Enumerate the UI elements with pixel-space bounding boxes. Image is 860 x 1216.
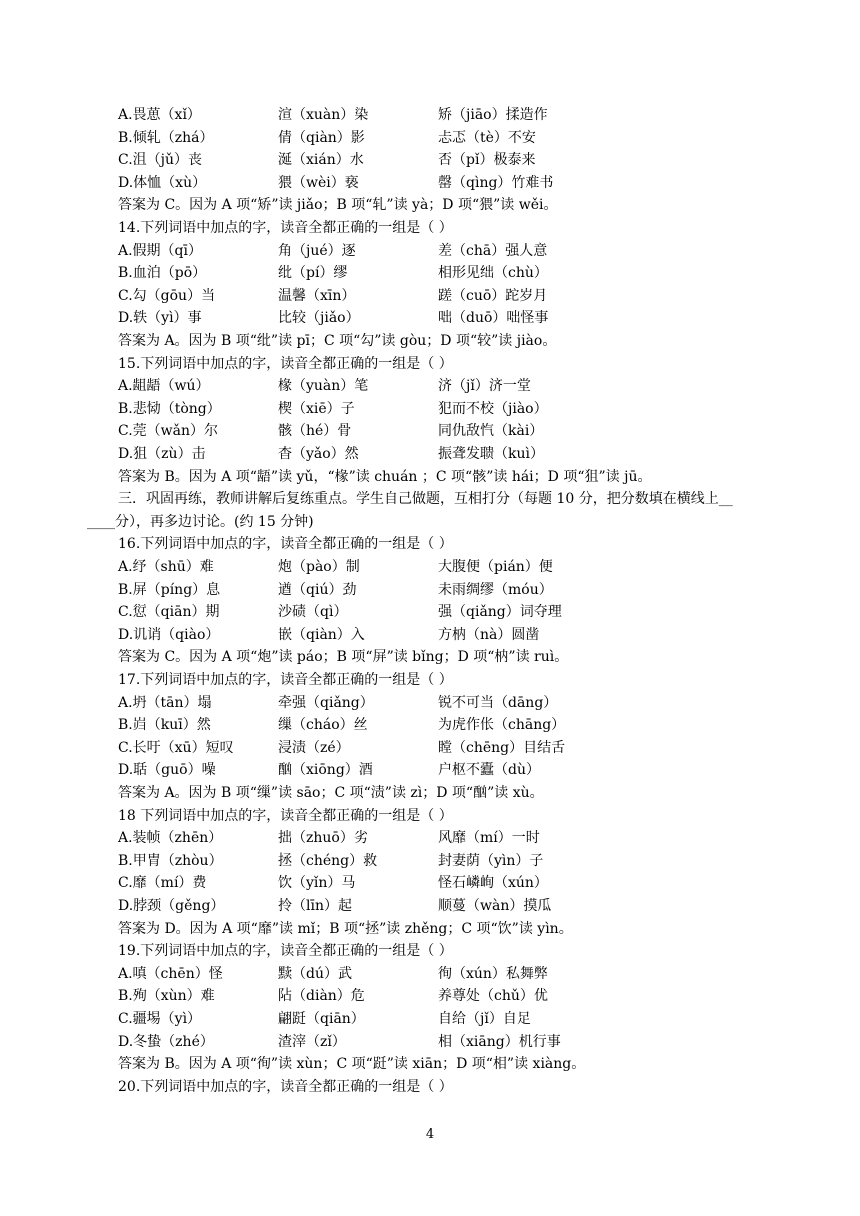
option-cell: 阽（diàn）危	[278, 988, 365, 1004]
option-cell: 为虎作伥（chāng）	[438, 717, 566, 733]
option-cell: A.龃龉（wú）	[118, 378, 210, 394]
question-line: 14.下列词语中加点的字，读音全都正确的一组是（ ）	[118, 220, 453, 236]
option-cell: D.狙（zù）击	[118, 446, 206, 462]
option-row	[118, 127, 838, 149]
option-row	[118, 1031, 838, 1053]
option-cell: A.坍（tān）塌	[118, 695, 212, 711]
option-cell: D.轶（yì）事	[118, 310, 202, 326]
question-line: ____分），再多边讨论。(约 15 分钟)	[87, 514, 314, 530]
option-cell: 忐忑（tè）不安	[438, 130, 536, 146]
option-row	[118, 624, 838, 646]
option-row	[118, 579, 838, 601]
option-cell: 拯（chéng）救	[278, 853, 378, 869]
option-cell: 未雨绸缪（móu）	[438, 582, 553, 598]
option-cell: A.畏葸（xǐ）	[118, 107, 201, 123]
option-cell: 犯而不校（jiào）	[438, 401, 548, 417]
option-cell: D.体恤（xù）	[118, 175, 207, 191]
option-cell: 锐不可当（dāng）	[438, 695, 558, 711]
option-cell: 否（pǐ）极泰来	[438, 152, 536, 168]
option-cell: 浸渍（zé）	[278, 740, 350, 756]
answer-line: 答案为 B。因为 A 项“徇”读 xùn；C 项“跹”读 xiān；D 项“相”读 xiàng。	[118, 1056, 586, 1072]
option-cell: C.勾（gōu）当	[118, 288, 216, 304]
option-cell: 差（chā）强人意	[438, 243, 548, 259]
option-cell: 瞠（chēng）目结舌	[438, 740, 566, 756]
option-cell: 杳（yǎo）然	[278, 446, 359, 462]
option-cell: 倩（qiàn）影	[278, 130, 365, 146]
option-cell: C.靡（mí）费	[118, 875, 207, 891]
question-line: 18 下列词语中加点的字，读音全都正确的一组是（ ）	[118, 808, 453, 824]
option-cell: 缫（cháo）丝	[278, 717, 368, 733]
option-cell: 罄（qìng）竹难书	[438, 175, 554, 191]
option-row	[118, 1008, 838, 1030]
option-cell: 遒（qiú）劲	[278, 582, 357, 598]
option-row	[118, 285, 838, 307]
option-cell: 猥（wèi）亵	[278, 175, 359, 191]
question-line: 16.下列词语中加点的字，读音全都正确的一组是（ ）	[118, 536, 453, 552]
option-row	[118, 240, 838, 262]
option-cell: 顺蔓（wàn）摸瓜	[438, 898, 552, 914]
option-cell: 自给（jǐ）自足	[438, 1011, 531, 1027]
option-cell: 户枢不蠹（dù）	[438, 762, 540, 778]
option-cell: 风靡（mí）一时	[438, 830, 540, 846]
option-cell: B.血泊（pō）	[118, 265, 207, 281]
option-cell: C.长吁（xū）短叹	[118, 740, 234, 756]
option-cell: 嵌（qiàn）入	[278, 627, 365, 643]
question-line: 19.下列词语中加点的字，读音全都正确的一组是（ ）	[118, 943, 453, 959]
option-cell: 比较（jiǎo）	[278, 310, 360, 326]
option-row	[118, 149, 838, 171]
answer-line: 答案为 D。因为 A 项“靡”读 mǐ；B 项“拯”读 zhěng；C 项“饮”读 yìn。	[118, 921, 573, 937]
answer-line: 答案为 B。因为 A 项“龉”读 yǔ，“椽”读 chuán ；C 项“骸”读 hái；D 项“狙”读 jū。	[118, 469, 652, 485]
option-row	[118, 398, 838, 420]
answer-line: 答案为 A。因为 B 项“缫”读 sāo；C 项“渍”读 zì；D 项“酗”读 xù。	[118, 785, 544, 801]
option-cell: 涎（xián）水	[278, 152, 364, 168]
option-cell: 咄（duō）咄怪事	[438, 310, 549, 326]
option-cell: 同仇敌忾（kài）	[438, 423, 544, 439]
option-cell: 牵强（qiǎng）	[278, 695, 374, 711]
option-cell: 矫（jiāo）揉造作	[438, 107, 548, 123]
option-cell: D.聒（guō）噪	[118, 762, 216, 778]
option-cell: 养尊处（chǔ）优	[438, 988, 548, 1004]
option-row	[118, 850, 838, 872]
option-cell: A.装帧（zhēn）	[118, 830, 223, 846]
option-cell: 方枘（nà）圆凿	[438, 627, 540, 643]
option-cell: 拎（līn）起	[278, 898, 352, 914]
option-cell: C.沮（jǔ）丧	[118, 152, 203, 168]
option-cell: 酗（xiōng）酒	[278, 762, 373, 778]
question-line: 15.下列词语中加点的字，读音全都正确的一组是（ ）	[118, 356, 453, 372]
option-cell: B.悲恸（tòng）	[118, 401, 221, 417]
option-cell: D.脖颈（gěng）	[118, 898, 225, 914]
option-cell: B.倾轧（zhá）	[118, 130, 214, 146]
option-cell: 封妻荫（yìn）子	[438, 853, 544, 869]
option-cell: A.嗔（chēn）怪	[118, 966, 223, 982]
option-row	[118, 963, 838, 985]
option-cell: 骸（hé）骨	[278, 423, 352, 439]
option-row	[118, 172, 838, 194]
option-cell: D.冬蛰（zhé）	[118, 1034, 214, 1050]
option-cell: 大腹便（pián）便	[438, 559, 553, 575]
option-cell: C.愆（qiān）期	[118, 604, 220, 620]
option-row	[118, 307, 838, 329]
option-cell: B.屏（píng）息	[118, 582, 221, 598]
option-row	[118, 262, 838, 284]
option-row	[118, 737, 838, 759]
option-cell: C.疆埸（yì）	[118, 1011, 202, 1027]
option-cell: B.殉（xùn）难	[118, 988, 215, 1004]
option-cell: 相（xiāng）机行事	[438, 1034, 561, 1050]
option-cell: B.岿（kuī）然	[118, 717, 211, 733]
option-cell: 徇（xún）私舞弊	[438, 966, 548, 982]
option-cell: 角（jué）逐	[278, 243, 356, 259]
option-cell: 蹉（cuō）跎岁月	[438, 288, 548, 304]
option-row	[118, 443, 838, 465]
option-cell: 渣滓（zǐ）	[278, 1034, 346, 1050]
option-cell: 炮（pào）制	[278, 559, 360, 575]
option-cell: 拙（zhuō）劣	[278, 830, 368, 846]
option-cell: 渲（xuàn）染	[278, 107, 369, 123]
option-cell: 楔（xiē）子	[278, 401, 355, 417]
option-cell: 椽（yuàn）笔	[278, 378, 369, 394]
option-cell: A.假期（qī）	[118, 243, 202, 259]
option-row	[118, 692, 838, 714]
option-row	[118, 895, 838, 917]
option-cell: 振聋发聩（kuì）	[438, 446, 544, 462]
question-line: 三．巩固再练，教师讲解后复练重点。学生自己做题，互相打分（每题 10 分，把分数填在横线上__	[118, 491, 733, 507]
option-cell: 相形见绌（chù）	[438, 265, 548, 281]
option-cell: 济（jǐ）济一堂	[438, 378, 531, 394]
answer-line: 答案为 A。因为 B 项“纰”读 pī；C 项“勾”读 gòu；D 项“较”读 jiào。	[118, 333, 557, 349]
option-row	[118, 556, 838, 578]
option-cell: B.甲胄（zhòu）	[118, 853, 223, 869]
option-row	[118, 375, 838, 397]
option-row	[118, 601, 838, 623]
option-cell: A.纾（shū）难	[118, 559, 214, 575]
option-row	[118, 759, 838, 781]
option-row	[118, 872, 838, 894]
question-line: 20.下列词语中加点的字，读音全都正确的一组是（ ）	[118, 1079, 453, 1095]
option-row	[118, 714, 838, 736]
option-cell: 怪石嶙峋（xún）	[438, 875, 548, 891]
option-cell: 温馨（xīn）	[278, 288, 356, 304]
option-cell: 黩（dú）武	[278, 966, 352, 982]
option-cell: C.莞（wǎn）尔	[118, 423, 219, 439]
page-number: 4	[425, 1127, 435, 1142]
option-row	[118, 827, 838, 849]
option-cell: D.讥诮（qiào）	[118, 627, 220, 643]
option-row	[118, 420, 838, 442]
option-row	[118, 104, 838, 126]
option-cell: 纰（pí）缪	[278, 265, 348, 281]
answer-line: 答案为 C。因为 A 项“炮”读 páo；B 项“屏”读 bǐng；D 项“枘”读 ruì。	[118, 649, 569, 665]
option-cell: 饮（yǐn）马	[278, 875, 356, 891]
option-cell: 翩跹（qiān）	[278, 1011, 365, 1027]
option-row	[118, 985, 838, 1007]
question-line: 17.下列词语中加点的字，读音全都正确的一组是（ ）	[118, 672, 453, 688]
option-cell: 沙碛（qì）	[278, 604, 348, 620]
option-cell: 强（qiǎng）词夺理	[438, 604, 562, 620]
answer-line: 答案为 C。因为 A 项“矫”读 jiǎo；B 项“轧”读 yà；D 项“猥”读 wěi。	[118, 197, 558, 213]
